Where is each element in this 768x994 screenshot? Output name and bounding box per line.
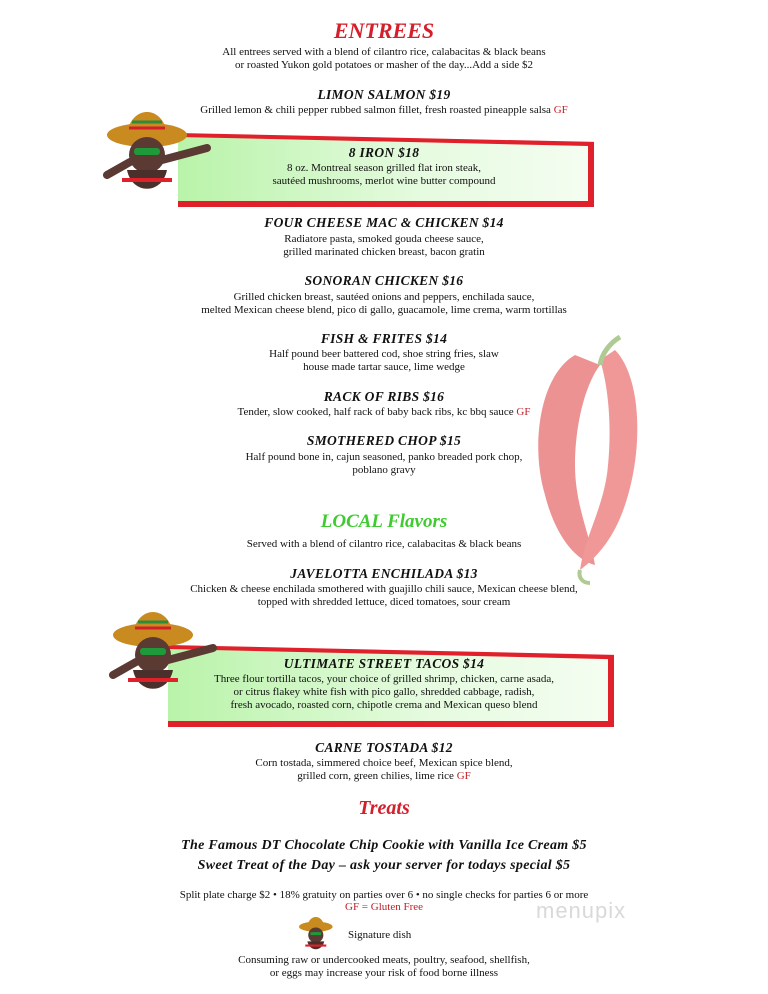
- menu-item-desc-line: grilled marinated chicken breast, bacon gratin: [283, 246, 485, 258]
- entrees-intro-line-2: or roasted Yukon gold potatoes or masher of the day...Add a side $2: [235, 59, 533, 71]
- menu-item-desc-line: Half pound beer battered cod, shoe string fries, slaw: [269, 348, 499, 360]
- treats-title: Treats: [358, 797, 410, 819]
- menu-item-name: SMOTHERED CHOP $15: [306, 433, 462, 448]
- menu-item-name: JAVELOTTA ENCHILADA $13: [290, 566, 478, 581]
- menu-item-desc-line: Half pound bone in, cajun seasoned, panko breaded pork chop,: [245, 451, 523, 463]
- treat-item: The Famous DT Chocolate Chip Cookie with Vanilla Ice Cream $5: [181, 838, 587, 853]
- gf-legend: GF = Gluten Free: [345, 901, 423, 913]
- menu-item-desc-line: Chicken & cheese enchilada smothered with guajillo chili sauce, Mexican cheese blend,: [190, 583, 578, 595]
- menu-item-desc-line: Corn tostada, simmered choice beef, Mexican spice blend,: [255, 757, 513, 769]
- menu-item-desc: Tender, slow cooked, half rack of baby back ribs, kc bbq sauce GF: [237, 406, 531, 418]
- menu-item-name: FISH & FRITES $14: [320, 331, 448, 346]
- menu-item-desc-line: house made tartar sauce, lime wedge: [303, 361, 465, 373]
- entrees-title: ENTREES: [333, 18, 435, 43]
- sombrero-mascot-icon: [296, 912, 344, 954]
- entrees-intro-line-1: All entrees served with a blend of cilantro rice, calabacitas & black beans: [222, 46, 546, 58]
- menu-item-desc-line: or citrus flakey white fish with pico gallo, shredded cabbage, radish,: [233, 686, 535, 698]
- menu-item-desc-line: Radiatore pasta, smoked gouda cheese sauce,: [284, 233, 484, 245]
- gluten-free-badge: GF: [456, 770, 471, 782]
- menu-item-desc-line: poblano gravy: [352, 464, 416, 476]
- menu-item-name: RACK OF RIBS $16: [323, 389, 445, 404]
- signature-dish-label: Signature dish: [348, 929, 412, 941]
- food-warning-line: Consuming raw or undercooked meats, poultry, seafood, shellfish,: [238, 954, 530, 966]
- gluten-free-badge: GF: [553, 104, 568, 116]
- gluten-free-badge: GF: [516, 406, 531, 418]
- menu-item-name: 8 IRON $18: [348, 145, 420, 160]
- menu-item-desc-line: melted Mexican cheese blend, pico di gallo, guacamole, lime crema, warm tortillas: [201, 304, 567, 316]
- menu-item-desc-line: Three flour tortilla tacos, your choice of grilled shrimp, chicken, carne asada,: [214, 673, 554, 685]
- menu-item-desc-line: sautéed mushrooms, merlot wine butter compound: [272, 175, 496, 187]
- menu-item-desc: grilled corn, green chilies, lime rice GF: [297, 770, 471, 782]
- food-warning-line: or eggs may increase your risk of food borne illness: [269, 967, 499, 979]
- menu-item-name: SONORAN CHICKEN $16: [304, 273, 464, 288]
- local-intro: Served with a blend of cilantro rice, calabacitas & black beans: [246, 538, 522, 550]
- menu-item-desc-line: fresh avocado, roasted corn, chipotle crema and Mexican queso blend: [230, 699, 538, 711]
- menu-item-name: FOUR CHEESE MAC & CHICKEN $14: [264, 215, 504, 230]
- menu-item-desc-line: topped with shredded lettuce, diced tomatoes, sour cream: [257, 596, 511, 608]
- treat-item: Sweet Treat of the Day – ask your server for todays special $5: [197, 858, 571, 873]
- charges-note: Split plate charge $2 • 18% gratuity on parties over 6 • no single checks for parties 6 or more: [179, 889, 589, 901]
- menu-item-name: LIMON SALMON $19: [317, 87, 451, 102]
- menu-item-desc-line: Grilled chicken breast, sautéed onions and peppers, enchilada sauce,: [233, 291, 535, 303]
- menu-item-name: CARNE TOSTADA $12: [315, 740, 453, 755]
- menu-item-desc: Grilled lemon & chili pepper rubbed salmon fillet, fresh roasted pineapple salsa GF: [200, 104, 568, 116]
- menu-item-name: ULTIMATE STREET TACOS $14: [283, 656, 485, 671]
- local-title: LOCAL Flavors: [320, 511, 448, 532]
- menu-item-desc-line: 8 oz. Montreal season grilled flat iron steak,: [287, 162, 481, 174]
- watermark: menupix: [536, 898, 627, 923]
